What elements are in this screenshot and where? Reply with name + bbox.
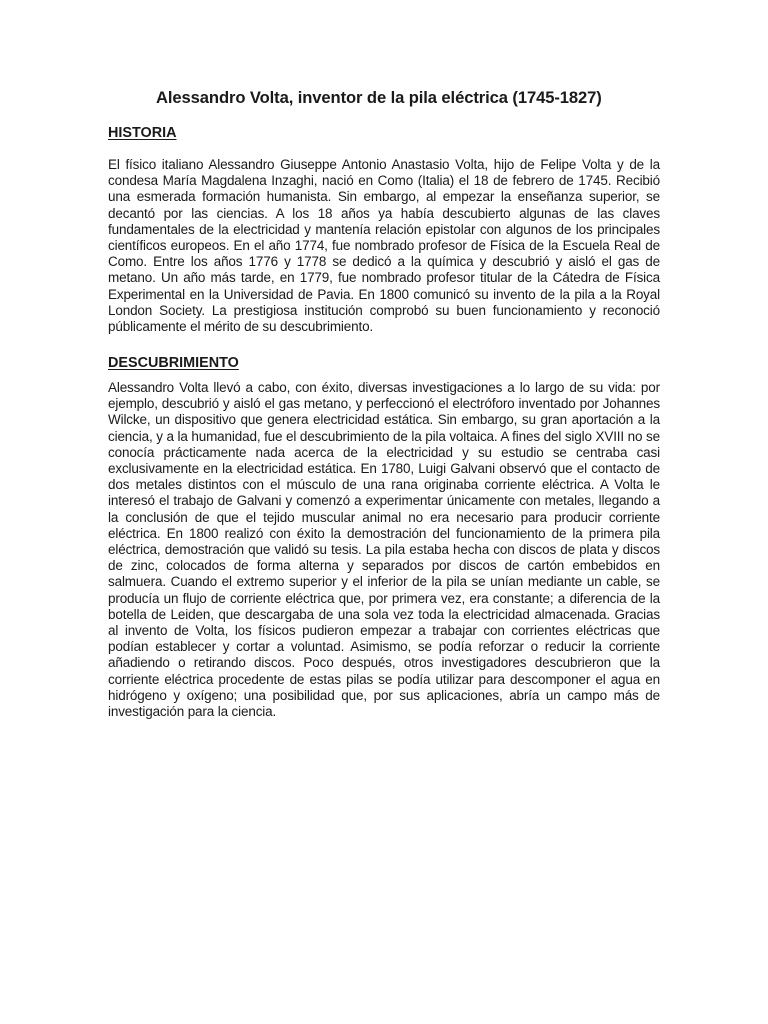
section-heading-historia: HISTORIA bbox=[108, 125, 177, 141]
section-body-historia: El físico italiano Alessandro Giuseppe Antonio Anastasio Volta, hijo de Felipe Volta y de la condesa María Magdalena Inzaghi, nació en Como (Italia) el 18 de febrero de 1745. Recibió una esmerada formación humanista. Sin embargo, al empezar la enseñanza superior, se decantó por las ciencias. A los 18 años ya había descubierto algunas de las claves fundamentales de la electricidad y mantenía relación epistolar con algunos de los principales científicos europeos. En el año 1774, fue nombrado profesor de Física de la Escuela Real de Como. Entre los años 1776 y 1778 se dedicó a la química y descubrió y aisló el gas de metano. Un año más tarde, en 1779, fue nombrado profesor titular de la Cátedra de Física Experimental en la Universidad de Pavia. En 1800 comunicó su invento de la pila a la Royal London Society. La prestigiosa institución comprobó su buen funcionamiento y reconoció públicamente el mérito de su descubrimiento. bbox=[108, 157, 660, 335]
section-body-descubrimiento: Alessandro Volta llevó a cabo, con éxito, diversas investigaciones a lo largo de su vida: por ejemplo, descubrió y aisló el gas metano, y perfeccionó el electróforo inventado por Johannes Wilcke, un dispositivo que genera electricidad estática. Sin embargo, su gran aportación a la ciencia, y a la humanidad, fue el descubrimiento de la pila voltaica. A fines del siglo XVIII no se conocía prácticamente nada acerca de la electricidad y su estudio se centraba casi exclusivamente en la electricidad estática. En 1780, Luigi Galvani observó que el contacto de dos metales distintos con el músculo de una rana originaba corriente eléctrica. A Volta le interesó el trabajo de Galvani y comenzó a experimentar únicamente con metales, llegando a la conclusión de que el tejido muscular animal no era necesario para producir corriente eléctrica. En 1800 realizó con éxito la demostración del funcionamiento de la primera pila eléctrica, demostración que validó su tesis. La pila estaba hecha con discos de plata y discos de zinc, colocados de forma alterna y separados por discos de cartón embebidos en salmuera. Cuando el extremo superior y el inferior de la pila se unían mediante un cable, se producía un flujo de corriente eléctrica que, por primera vez, era constante; a diferencia de la botella de Leiden, que descargaba de una sola vez toda la electricidad almacenada. Gracias al invento de Volta, los físicos pudieron empezar a trabajar con corrientes eléctricas que podían establecer y cortar a voluntad. Asimismo, se podía reforzar o reducir la corriente añadiendo o retirando discos. Poco después, otros investigadores descubrieron que la corriente eléctrica procedente de estas pilas se podía utilizar para descomponer el agua en hidrógeno y oxígeno; una posibilidad que, por sus aplicaciones, abría un campo más de investigación para la ciencia. bbox=[108, 380, 660, 720]
section-heading-descubrimiento: DESCUBRIMIENTO bbox=[108, 355, 239, 371]
document-title: Alessandro Volta, inventor de la pila eléctrica (1745-1827) bbox=[156, 88, 602, 107]
